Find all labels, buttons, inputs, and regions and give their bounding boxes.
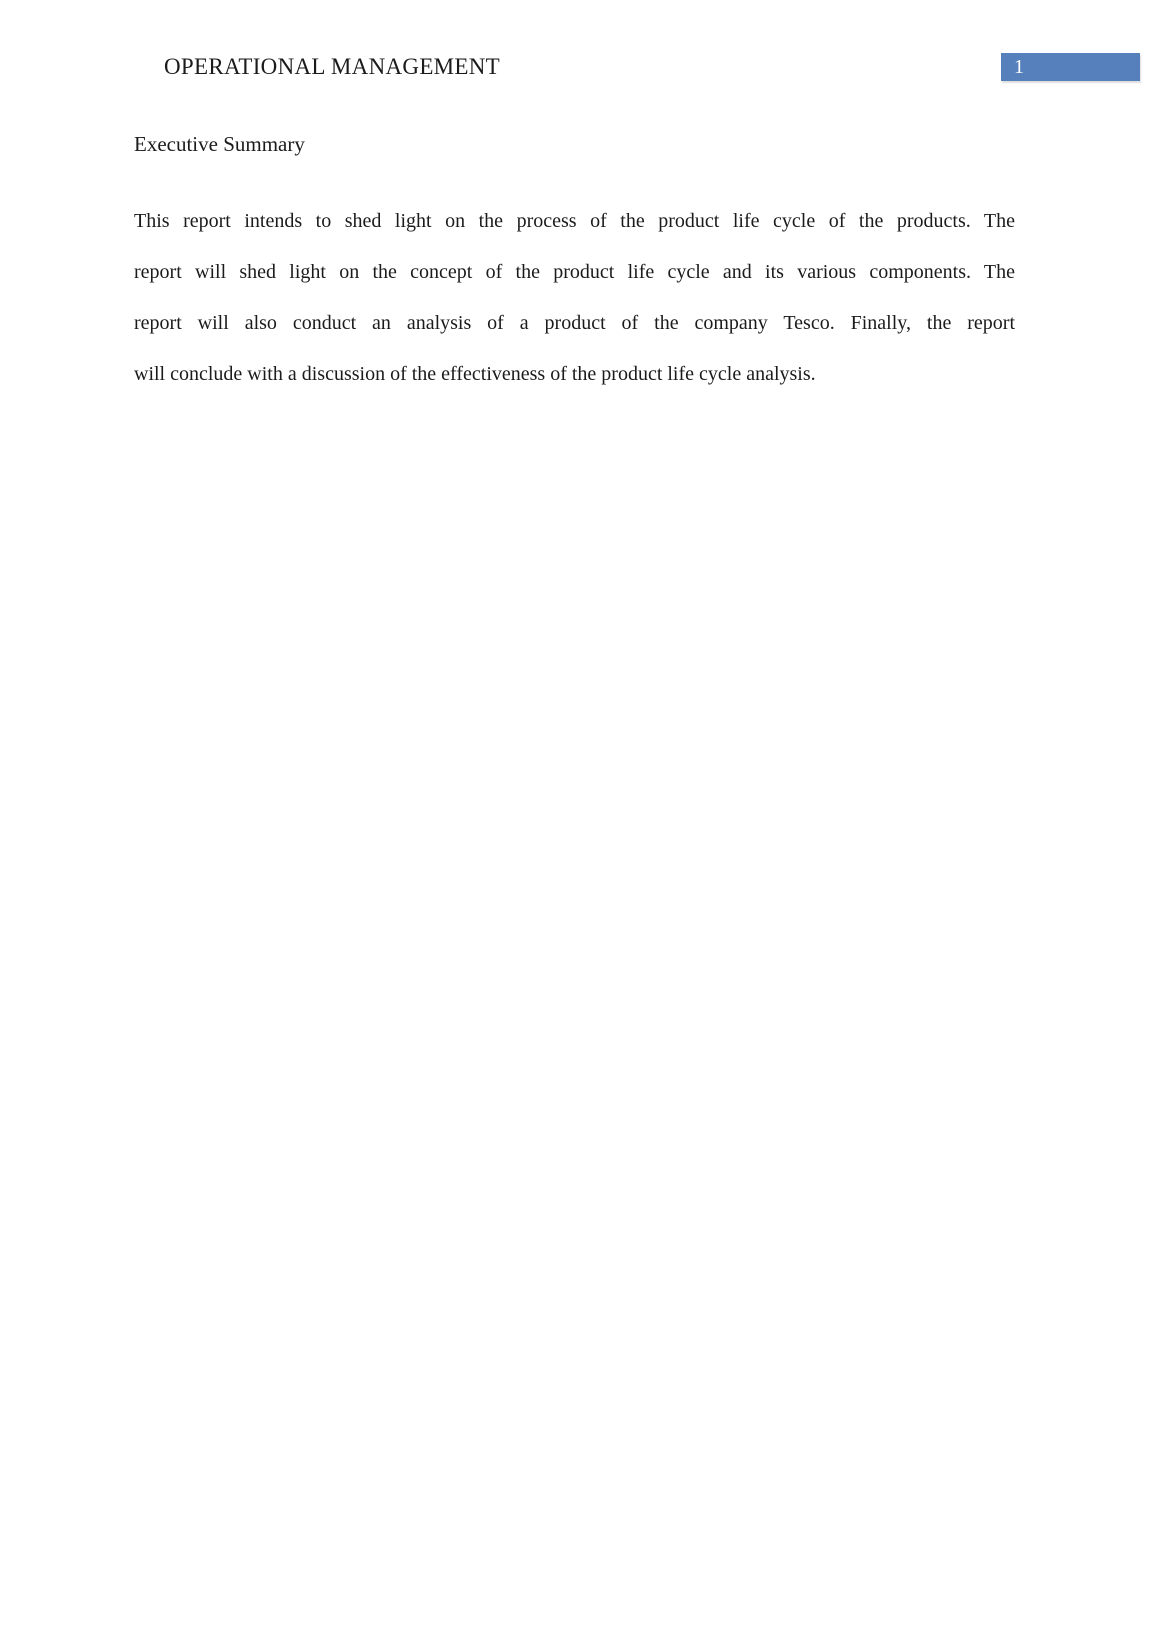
page-number: 1 (1014, 56, 1024, 78)
body-paragraph (134, 196, 1015, 400)
paragraph-line: will conclude with a discussion of the effectiveness of the product life cycle analysis. (134, 363, 816, 385)
page-header (0, 0, 1158, 110)
header-title: OPERATIONAL MANAGEMENT (164, 54, 501, 79)
section-heading: Executive Summary (134, 132, 305, 156)
paragraph-line: This report intends to shed light on the process of the product life cycle of the products. The (134, 210, 1015, 232)
paragraph-line: report will shed light on the concept of the product life cycle and its various components. The (134, 261, 1015, 283)
paragraph-line: report will also conduct an analysis of a product of the company Tesco. Finally, the report (134, 312, 1015, 334)
page-number-badge (1001, 53, 1140, 81)
